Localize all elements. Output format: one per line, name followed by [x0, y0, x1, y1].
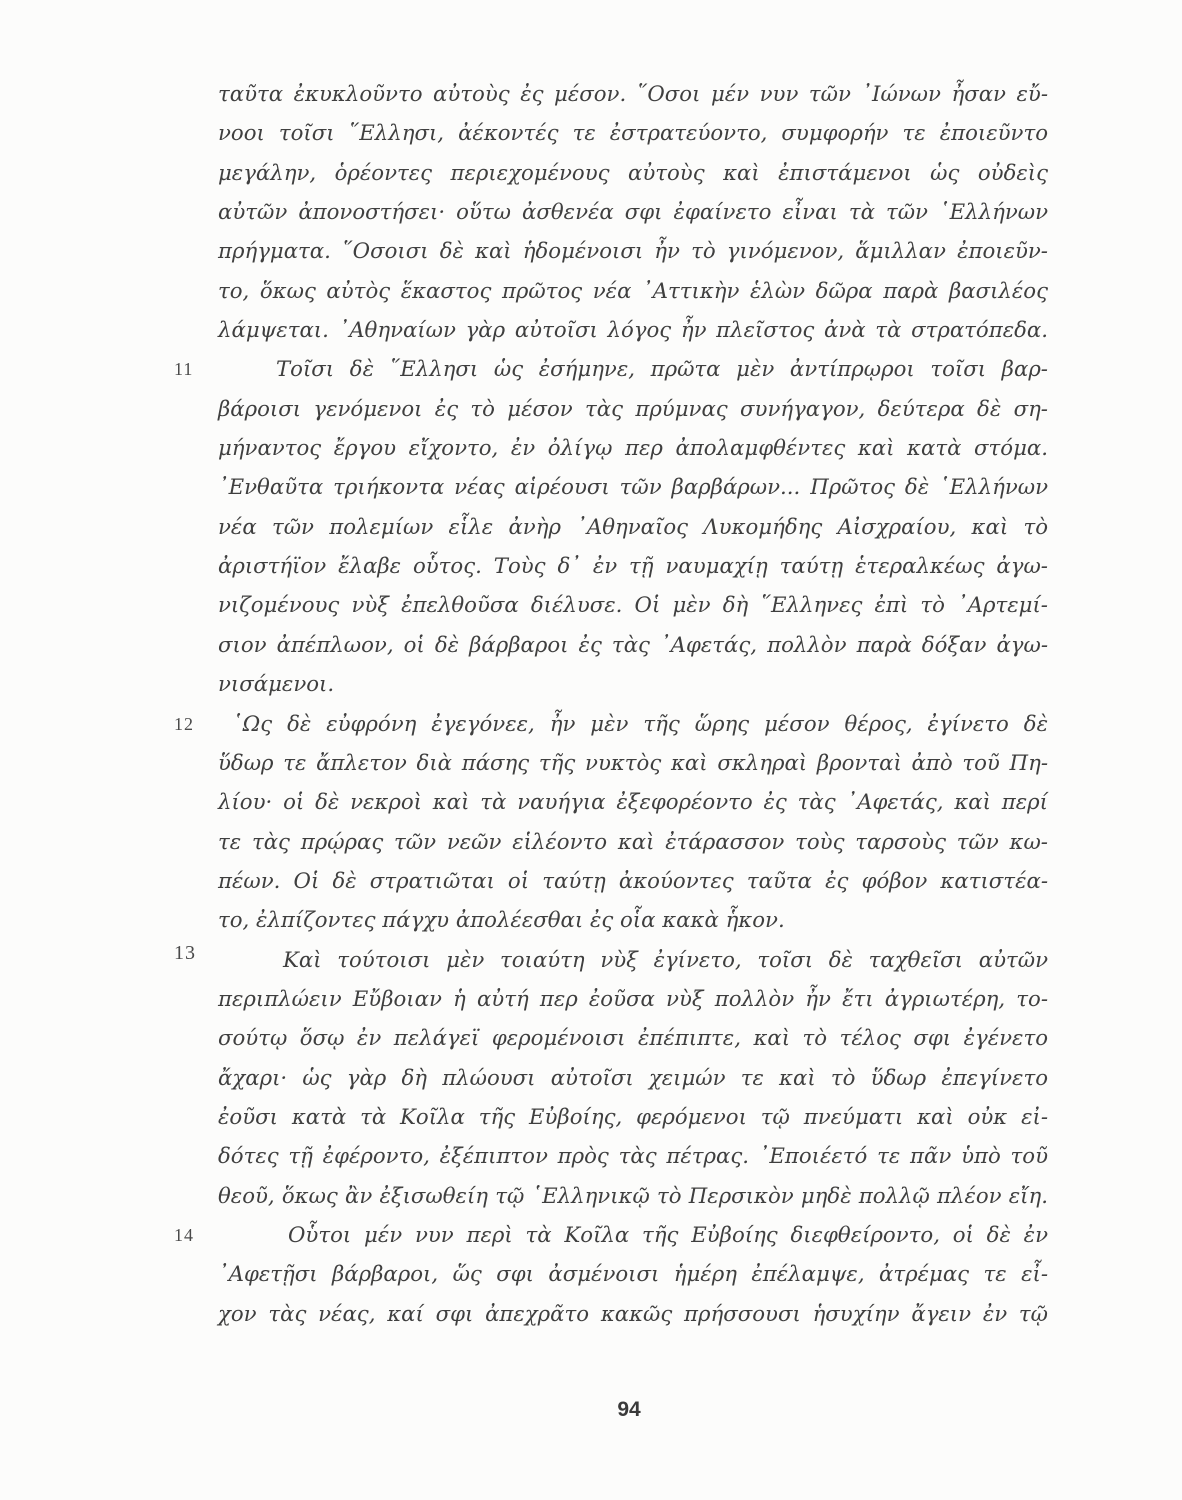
line-text: Καὶ τούτοισι μὲν τοιαύτη νὺξ ἐγίνετο, τοῖσι δὲ ταχθεῖσι αὐτῶν — [283, 947, 1048, 973]
text-line — [218, 862, 1048, 901]
text-line — [218, 429, 1048, 468]
line-text: ἀριστήϊον ἔλαβε οὗτος. Τοὺς δ᾽ ἐν τῇ ναυμαχίῃ ταύτῃ ἑτεραλκέως ἀγω- — [218, 554, 1048, 580]
section-number: 14 — [174, 1224, 194, 1245]
text-line — [218, 901, 1048, 940]
line-text: ἄχαρι· ὡς γὰρ δὴ πλώουσι αὐτοῖσι χειμών τε καὶ τὸ ὕδωρ ἐπεγίνετο — [218, 1065, 1048, 1091]
line-text: πρήγματα. ῞Οσοισι δὲ καὶ ἡδομένοισι ἦν τὸ γινόμενον, ἅμιλλαν ἐποιεῦν- — [218, 239, 1048, 265]
line-text: νιζομένους νὺξ ἐπελθοῦσα διέλυσε. Οἱ μὲν δὴ ῞Ελληνες ἐπὶ τὸ ᾽Αρτεμί- — [218, 593, 1048, 619]
line-text: νέα τῶν πολεμίων εἷλε ἀνὴρ ᾽Αθηναῖος Λυκομήδης Αἰσχραίου, καὶ τὸ — [218, 514, 1048, 540]
line-text: σιον ἀπέπλωον, οἱ δὲ βάρβαροι ἐς τὰς ᾽Αφετάς, πολλὸν παρὰ δόξαν ἀγω- — [218, 632, 1048, 658]
line-text: ὕδωρ τε ἄπλετον διὰ πάσης τῆς νυκτὸς καὶ σκληραὶ βρονταὶ ἀπὸ τοῦ Πη- — [218, 750, 1048, 776]
text-line — [218, 1098, 1048, 1137]
line-text: το, ὅκως αὐτὸς ἕκαστος πρῶτος νέα ᾽Αττικὴν ἑλὼν δῶρα παρὰ βασιλέος — [218, 278, 1048, 304]
text-line — [218, 1255, 1048, 1294]
line-text: ἐοῦσι κατὰ τὰ Κοῖλα τῆς Εὐβοίης, φερόμενοι τῷ πνεύματι καὶ οὐκ εἰ- — [218, 1104, 1048, 1130]
line-text: Οὗτοι μέν νυν περὶ τὰ Κοῖλα τῆς Εὐβοίης διεφθείροντο, οἱ δὲ ἐν — [288, 1222, 1048, 1248]
text-line — [174, 941, 1048, 980]
text-line — [218, 508, 1048, 547]
text-line — [218, 311, 1048, 350]
text-line — [218, 823, 1048, 862]
line-text: θεοῦ, ὅκως ἂν ἐξισωθείη τῷ ῾Ελληνικῷ τὸ Περσικὸν μηδὲ πολλῷ πλέον εἴη. — [218, 1183, 1048, 1209]
text-line — [218, 744, 1048, 783]
text-line — [218, 1295, 1048, 1334]
line-text: ταῦτα ἐκυκλοῦντο αὐτοὺς ἐς μέσον. ῞Οσοι μέν νυν τῶν ᾽Ιώνων ἦσαν εὔ- — [218, 82, 1048, 107]
text-line — [174, 1216, 1048, 1255]
line-text: το, ἐλπίζοντες πάγχυ ἀπολέεσθαι ἐς οἷα κακὰ ἧκον. — [218, 908, 785, 934]
line-text: τε τὰς πρῴρας τῶν νεῶν εἱλέοντο καὶ ἐτάρασσον τοὺς ταρσοὺς τῶν κω- — [218, 829, 1048, 855]
line-text: ῾Ως δὲ εὐφρόνη ἐγεγόνεε, ἦν μὲν τῆς ὥρης μέσον θέρος, ἐγίνετο δὲ — [232, 711, 1048, 737]
line-text: πέων. Οἱ δὲ στρατιῶται οἱ ταύτῃ ἀκούοντες ταῦτα ἐς φόβον κατιστέα- — [218, 868, 1048, 894]
text-line — [218, 390, 1048, 429]
text-line — [218, 272, 1048, 311]
section-number: 11 — [174, 359, 194, 380]
body-text — [174, 75, 1048, 1334]
text-line — [218, 586, 1048, 625]
text-line — [218, 154, 1048, 193]
text-line — [218, 468, 1048, 507]
line-text: ᾽Αφετῇσι βάρβαροι, ὥς σφι ἀσμένοισι ἡμέρη ἐπέλαμψε, ἀτρέμας τε εἶ- — [218, 1262, 1048, 1288]
section-number: 13 — [174, 941, 196, 964]
line-text: περιπλώειν Εὔβοιαν ἡ αὐτή περ ἐοῦσα νὺξ πολλὸν ἦν ἔτι ἀγριωτέρη, το- — [218, 986, 1048, 1012]
section-number: 12 — [174, 713, 194, 734]
text-line — [218, 547, 1048, 586]
line-text: λίου· οἱ δὲ νεκροὶ καὶ τὰ ναυήγια ἐξεφορέοντο ἐς τὰς ᾽Αφετάς, καὶ περί — [218, 790, 1048, 816]
line-text: βάροισι γενόμενοι ἐς τὸ μέσον τὰς πρύμνας συνήγαγον, δεύτερα δὲ ση- — [218, 396, 1048, 422]
text-line — [218, 193, 1048, 232]
text-line — [218, 75, 1048, 114]
line-text: λάμψεται. ᾽Αθηναίων γὰρ αὐτοῖσι λόγος ἦν πλεῖστος ἀνὰ τὰ στρατόπεδα. — [218, 318, 1048, 344]
text-line — [218, 1177, 1048, 1216]
text-line — [218, 626, 1048, 665]
line-text: αὐτῶν ἀπονοστήσει· οὕτω ἀσθενέα σφι ἐφαίνετο εἶναι τὰ τῶν ῾Ελλήνων — [218, 200, 1048, 226]
text-line — [174, 705, 1048, 744]
line-text: σούτῳ ὅσῳ ἐν πελάγεϊ φερομένοισι ἐπέπιπτε, καὶ τὸ τέλος σφι ἐγένετο — [218, 1026, 1048, 1052]
line-text: μήναντος ἔργου εἴχοντο, ἐν ὀλίγῳ περ ἀπολαμφθέντες καὶ κατὰ στόμα. — [218, 436, 1048, 462]
line-text: νισάμενοι. — [218, 672, 335, 698]
page-number: 94 — [617, 1398, 641, 1421]
line-text: νοοι τοῖσι ῞Ελλησι, ἀέκοντές τε ἐστρατεύοντο, συμφορήν τε ἐποιεῦντο — [218, 121, 1048, 147]
line-text: Τοῖσι δὲ ῞Ελλησι ὡς ἐσήμηνε, πρῶτα μὲν ἀντίπρῳροι τοῖσι βαρ- — [276, 357, 1048, 383]
text-line — [218, 1059, 1048, 1098]
line-text: χον τὰς νέας, καί σφι ἀπεχρᾶτο κακῶς πρήσσουσι ἡσυχίην ἄγειν ἐν τῷ — [218, 1301, 1048, 1327]
line-text: μεγάλην, ὁρέοντες περιεχομένους αὐτοὺς καὶ ἐπιστάμενοι ὡς οὐδεὶς — [218, 160, 1048, 186]
line-text: ᾽Ενθαῦτα τριήκοντα νέας αἱρέουσι τῶν βαρβάρων... Πρῶτος δὲ ῾Ελλήνων — [218, 475, 1048, 501]
line-text: δότες τῇ ἐφέροντο, ἐξέπιπτον πρὸς τὰς πέτρας. ᾽Εποιέετό τε πᾶν ὑπὸ τοῦ — [218, 1144, 1048, 1170]
text-line — [174, 350, 1048, 389]
text-line — [218, 114, 1048, 153]
text-line — [218, 665, 1048, 704]
text-line — [218, 1019, 1048, 1058]
text-line — [218, 1137, 1048, 1176]
text-line — [218, 783, 1048, 822]
text-line — [218, 232, 1048, 271]
text-line — [218, 980, 1048, 1019]
